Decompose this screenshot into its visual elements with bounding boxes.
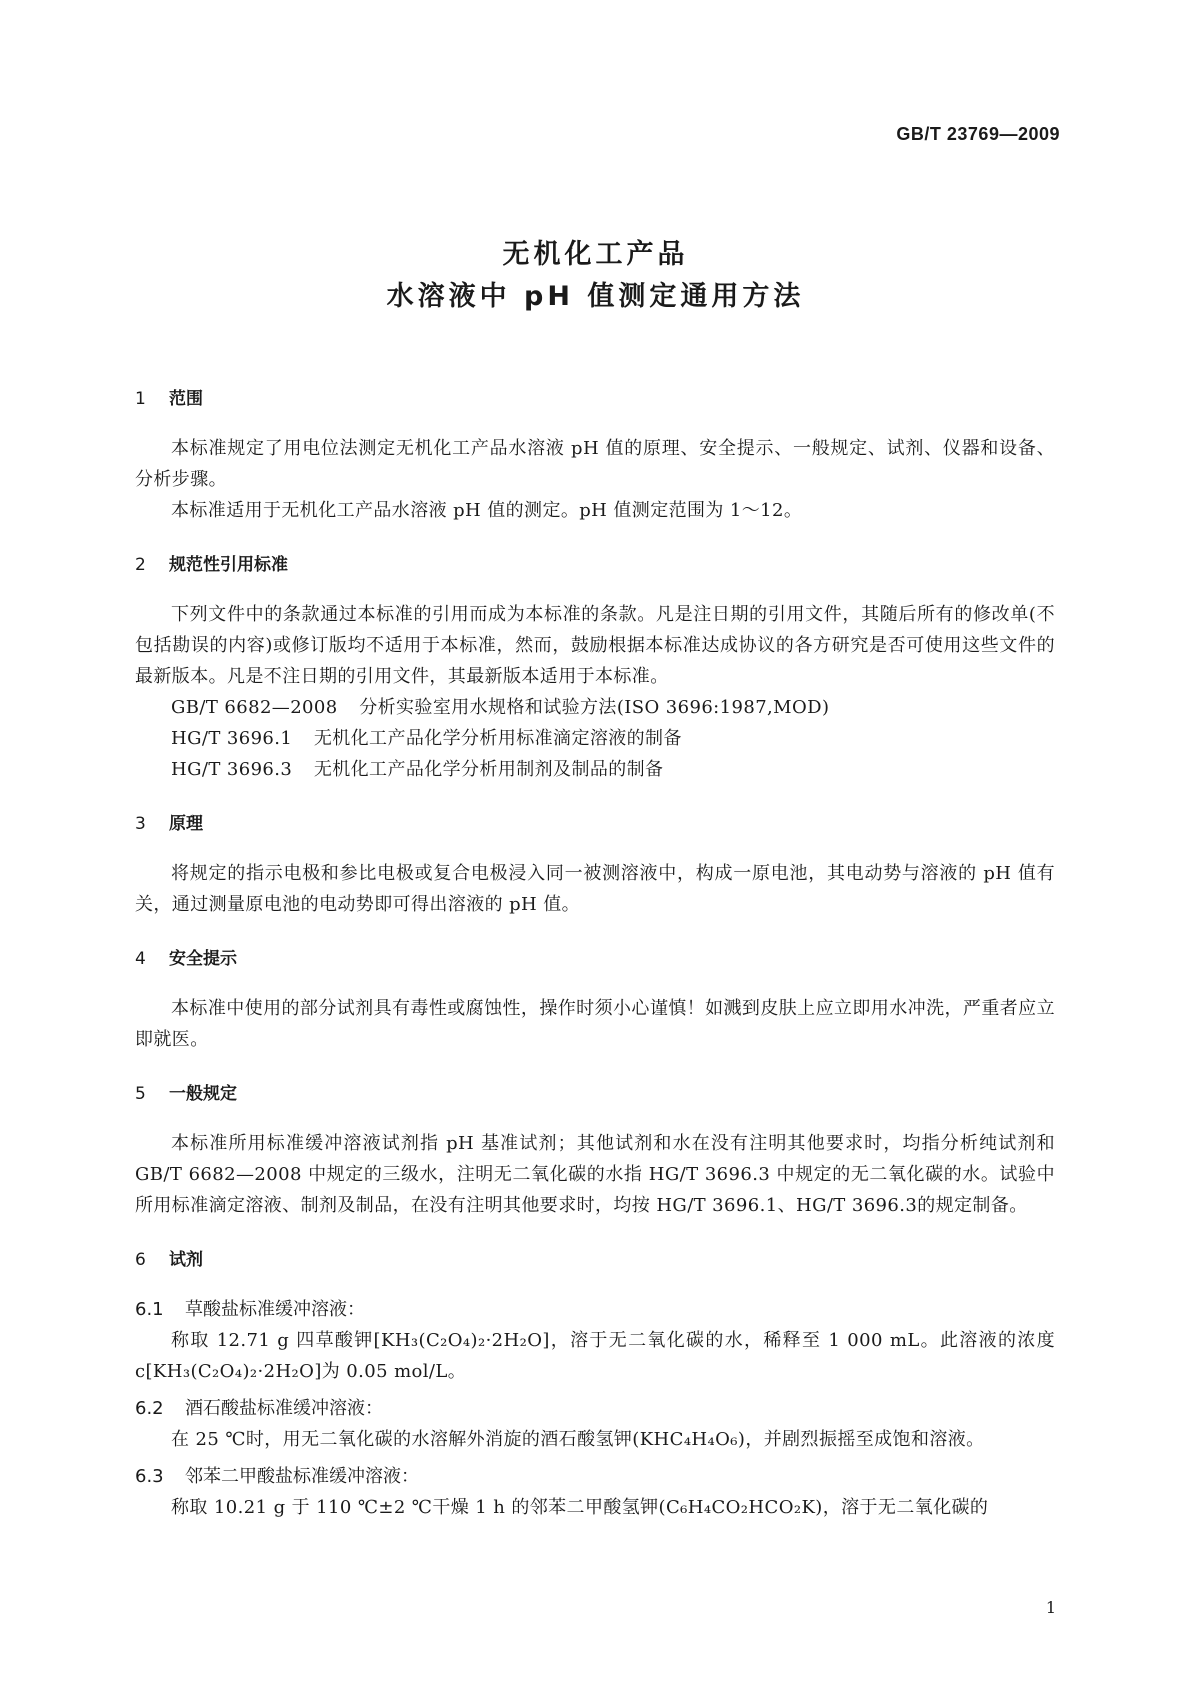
document-body	[135, 372, 1055, 1523]
section-number: 5	[135, 1084, 146, 1104]
subsection-title: 草酸盐标准缓冲溶液：	[185, 1299, 365, 1320]
section-number: 4	[135, 949, 146, 969]
reference-name: 分析实验室用水规格和试验方法(ISO 3696:1987,MOD)	[359, 697, 830, 718]
section-number: 2	[135, 555, 146, 575]
reference-code: HG/T 3696.1	[171, 728, 293, 749]
reference-name: 无机化工产品化学分析用标准滴定溶液的制备	[313, 728, 682, 749]
section-heading-3	[135, 809, 1055, 840]
document-title-line2: 水溶液中 pH 值测定通用方法	[386, 281, 805, 312]
section-title: 范围	[169, 389, 203, 409]
subsection-number: 6.2	[135, 1398, 164, 1419]
paragraph: 本标准适用于无机化工产品水溶液 pH 值的测定。pH 值测定范围为 1～12。	[171, 500, 803, 521]
reference-code: HG/T 3696.3	[171, 759, 293, 780]
section-heading-6	[135, 1245, 1055, 1276]
paragraph: 称取 10.21 g 于 110 ℃±2 ℃干燥 1 h 的邻苯二甲酸氢钾(C₆H₄CO₂HCO₂K)，溶于无二氧化碳的	[171, 1497, 989, 1518]
section-number: 3	[135, 814, 146, 834]
section-number: 6	[135, 1250, 146, 1270]
section-title: 安全提示	[169, 949, 237, 969]
paragraph: 下列文件中的条款通过本标准的引用而成为本标准的条款。凡是注日期的引用文件，其随后所有的修改单(不包括勘误的内容)或修订版均不适用于本标准，然而，鼓励根据本标准达成协议的各方研究是否可使用这些文件的最新版本。凡是不注日期的引用文件，其最新版本适用于本标准。	[135, 604, 1055, 687]
subsection-title: 邻苯二甲酸盐标准缓冲溶液：	[185, 1466, 419, 1487]
subsection-heading	[135, 1393, 1055, 1424]
paragraph: 本标准所用标准缓冲溶液试剂指 pH 基准试剂；其他试剂和水在没有注明其他要求时，均指分析纯试剂和 GB/T 6682—2008 中规定的三级水，注明无二氧化碳的水指 HG/T 3696.3 中规定的无二氧化碳的水。试验中所用标准滴定溶液、制剂及制品，在没有注明其他要求时，均按 HG/T 3696.1、HG/T 3696.3的规定制备。	[135, 1133, 1055, 1216]
subsection-heading	[135, 1461, 1055, 1492]
reference-item	[135, 754, 1055, 785]
section-title: 规范性引用标准	[169, 555, 288, 575]
section-heading-2	[135, 550, 1055, 581]
paragraph: 称取 12.71 g 四草酸钾[KH₃(C₂O₄)₂·2H₂O]，溶于无二氧化碳的水，稀释至 1 000 mL。此溶液的浓度 c[KH₃(C₂O₄)₂·2H₂O]为 0.05 mol/L。	[135, 1330, 1055, 1382]
subsection-number: 6.1	[135, 1299, 164, 1320]
section-heading-5	[135, 1079, 1055, 1110]
paragraph: 将规定的指示电极和参比电极或复合电极浸入同一被测溶液中，构成一原电池，其电动势与溶液的 pH 值有关，通过测量原电池的电动势即可得出溶液的 pH 值。	[135, 863, 1055, 915]
paragraph: 在 25 ℃时，用无二氧化碳的水溶解外消旋的酒石酸氢钾(KHC₄H₄O₆)，并剧烈振摇至成饱和溶液。	[171, 1429, 985, 1450]
reference-name: 无机化工产品化学分析用制剂及制品的制备	[313, 759, 664, 780]
section-title: 一般规定	[169, 1084, 237, 1104]
reference-code: GB/T 6682—2008	[171, 697, 338, 718]
paragraph: 本标准中使用的部分试剂具有毒性或腐蚀性，操作时须小心谨慎！如溅到皮肤上应立即用水冲洗，严重者应立即就医。	[135, 998, 1055, 1050]
reference-item	[135, 723, 1055, 754]
subsection-title: 酒石酸盐标准缓冲溶液：	[185, 1398, 383, 1419]
section-title: 原理	[169, 814, 203, 834]
paragraph: 本标准规定了用电位法测定无机化工产品水溶液 pH 值的原理、安全提示、一般规定、试剂、仪器和设备、分析步骤。	[135, 438, 1055, 490]
section-heading-1	[135, 384, 1055, 415]
section-heading-4	[135, 944, 1055, 975]
standard-number: GB/T 23769—2009	[896, 124, 1060, 144]
section-number: 1	[135, 389, 146, 409]
document-title-line1: 无机化工产品	[502, 239, 689, 270]
reference-item	[135, 692, 1055, 723]
subsection-number: 6.3	[135, 1466, 164, 1487]
subsection-heading	[135, 1294, 1055, 1325]
section-title: 试剂	[169, 1250, 203, 1270]
page-number: 1	[1045, 1598, 1056, 1617]
